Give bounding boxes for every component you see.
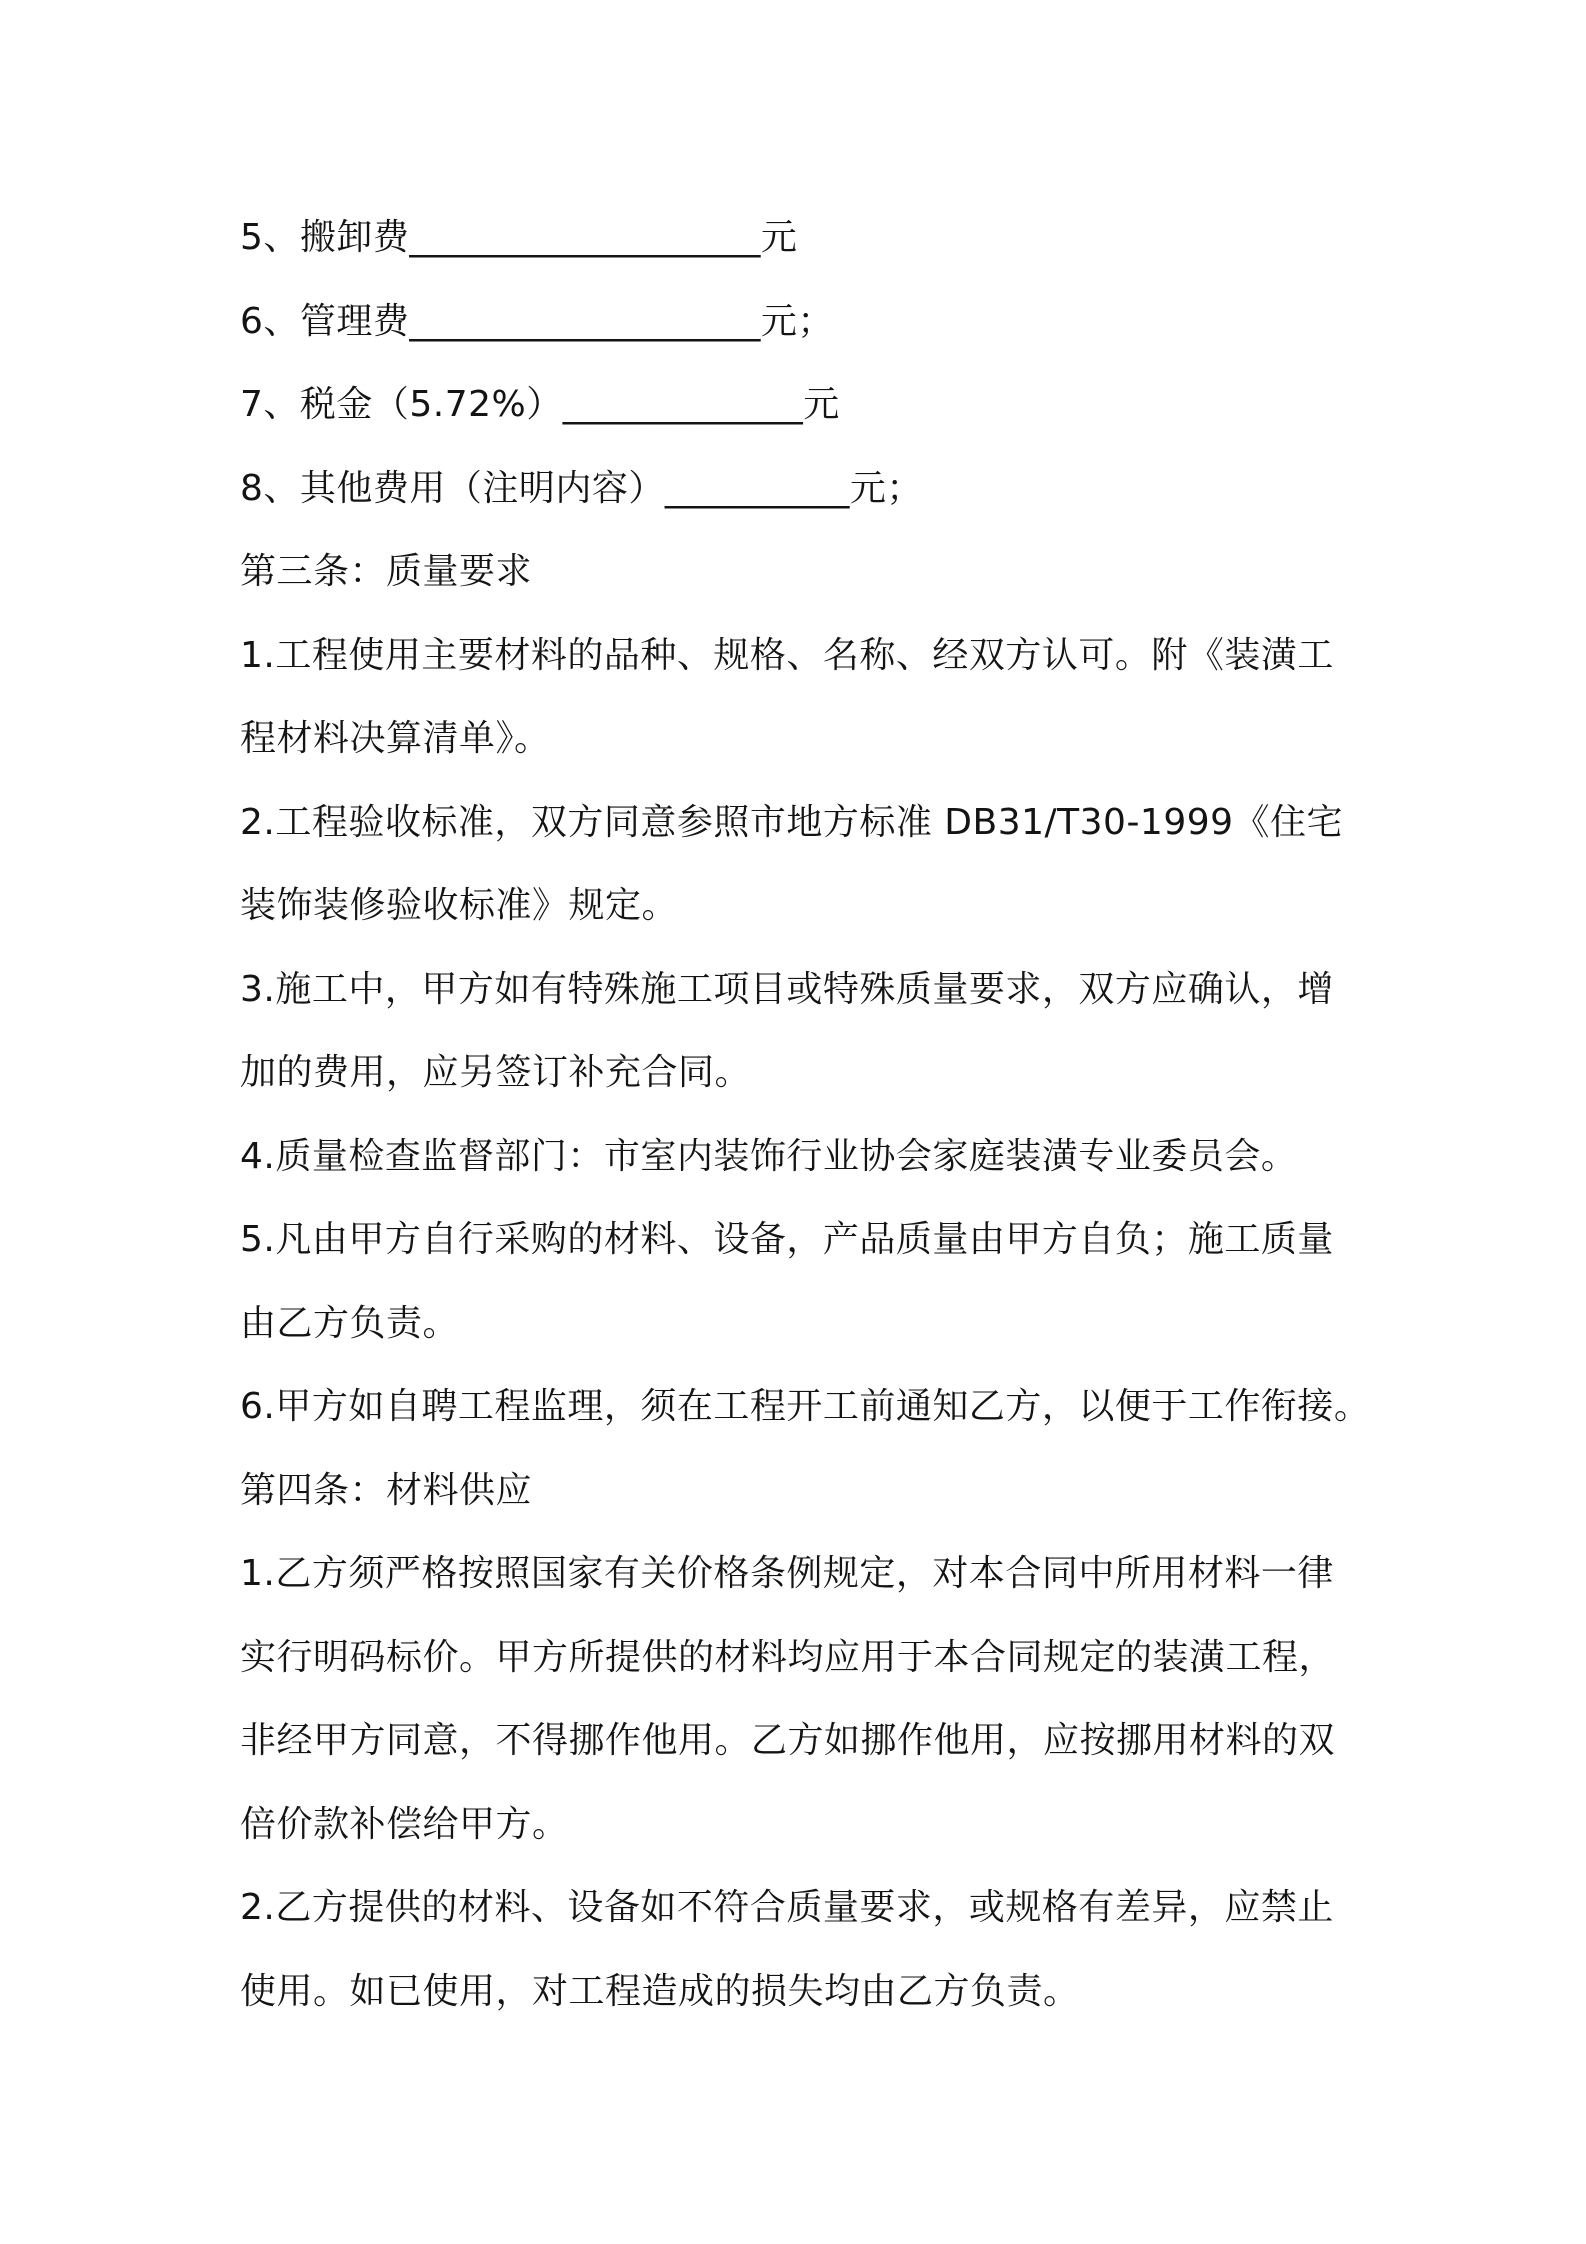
- quality-clause-2: 2.工程验收标准，双方同意参照市地方标准 DB31/T30-1999《住宅: [240, 801, 1344, 843]
- section-heading-quality: 第三条：质量要求: [240, 551, 533, 592]
- quality-clause-3: 3.施工中，甲方如有特殊施工项目或特殊质量要求，双方应确认，增: [240, 968, 1334, 1010]
- section-heading-materials: 第四条：材料供应: [240, 1469, 533, 1511]
- materials-clause-1: 1.乙方须严格按照国家有关价格条例规定，对本合同中所用材料一律: [240, 1553, 1334, 1594]
- document-body: [240, 196, 1371, 2033]
- quality-clause-5-cont: 由乙方负责。: [240, 1302, 460, 1344]
- materials-clause-1-cont-a: 实行明码标价。甲方所提供的材料均应用于本合同规定的装潢工程，: [240, 1636, 1336, 1678]
- materials-clause-1-cont-b: 非经甲方同意，不得挪作他用。乙方如挪作他用，应按挪用材料的双: [240, 1720, 1336, 1761]
- fee-item-7-tax: 7、税金（5.72%）_____________元: [240, 384, 840, 425]
- materials-clause-2-cont: 使用。如已使用，对工程造成的损失均由乙方负责。: [240, 1970, 1080, 2012]
- quality-clause-1-cont: 程材料决算清单》。: [240, 718, 551, 759]
- quality-clause-2-cont: 装饰装修验收标准》规定。: [240, 885, 679, 926]
- quality-clause-5: 5.凡由甲方自行采购的材料、设备，产品质量由甲方自负；施工质量: [240, 1219, 1334, 1260]
- quality-clause-4: 4.质量检查监督部门：市室内装饰行业协会家庭装潢专业委员会。: [240, 1135, 1298, 1177]
- materials-clause-1-cont-c: 倍价款补偿给甲方。: [240, 1803, 569, 1845]
- quality-clause-3-cont: 加的费用，应另签订补充合同。: [240, 1052, 752, 1093]
- quality-clause-1: 1.工程使用主要材料的品种、规格、名称、经双方认可。附《装潢工: [240, 634, 1334, 676]
- fee-item-8-other: 8、其他费用（注明内容）__________元；: [240, 467, 923, 509]
- quality-clause-6: 6.甲方如自聘工程监理，须在工程开工前通知乙方，以便于工作衔接。: [240, 1386, 1371, 1427]
- materials-clause-2: 2.乙方提供的材料、设备如不符合质量要求，或规格有差异，应禁止: [240, 1887, 1334, 1928]
- fee-item-5-unloading: 5、搬卸费___________________元: [240, 217, 798, 258]
- fee-item-6-management: 6、管理费___________________元；: [240, 300, 834, 342]
